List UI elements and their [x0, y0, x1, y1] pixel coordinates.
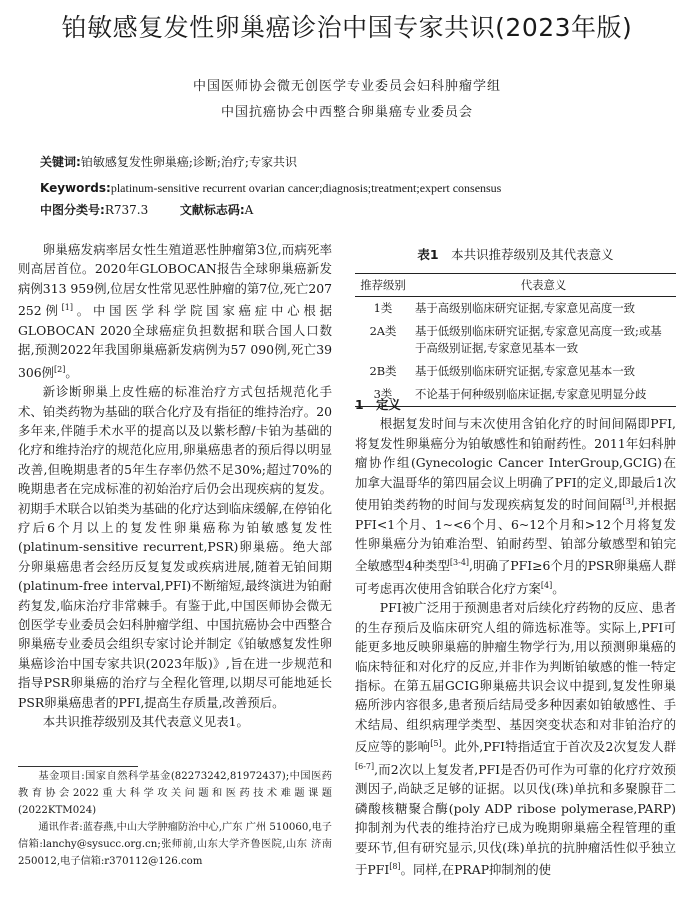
citation-ref: [8]	[389, 861, 401, 871]
keywords-en-text: platinum-sensitive recurrent ovarian cancer;diagnosis;treatment;expert consensus	[110, 181, 502, 195]
table-row	[355, 320, 676, 360]
footnotes	[18, 768, 332, 870]
clc-code: R737.3	[104, 203, 149, 217]
keywords-cn	[40, 153, 660, 171]
citation-ref: [5]	[430, 739, 442, 749]
paragraph: 本共识推荐级别及其代表意义见表1。	[42, 714, 249, 729]
table-header-meaning: 代表意义	[411, 274, 676, 297]
citation-ref: [1]	[61, 303, 73, 313]
paragraph: 卵巢癌发病率居女性生殖道恶性肿瘤第3位,而病死率则高居首位。2020年GLOBOCAN报告全球卵巢癌新发病例313 959例,位居女性常见恶性肿瘤的第7位,死亡207 252例[1]。中国医学科学院国家癌症中心根据GLOBOCAN 2020全球癌症负担数据和联合国人口数据,预测2022年我国卵巢癌新发病例为57 090例,死亡39 306例[2]。	[18, 242, 332, 380]
row-meaning: 基于高级别临床研究证据,专家意见高度一致	[415, 301, 636, 315]
table-caption-label: 表1	[417, 247, 439, 262]
paragraph: 新诊断卵巢上皮性癌的标准治疗方式包括规范化手术、铂类药物为基础的联合化疗及有指征的维持治疗。20多年来,伴随手术水平的提高以及以紫杉醇/卡铂为基础的化疗和维持治疗的规范化应用,卵巢癌患者的预后得以明显改善,但晚期患者的5年生存率仍然不足30%;超过70%的晚期患者在完成标准的初始治疗后仍会出现疾病的复发。初期手术联合以铂类为基础的化疗达到临床缓解,在停铂化疗后6个月以上的复发性卵巢癌称为铂敏感复发性(platinum-sensitive recurrent,PSR)卵巢癌。绝大部分卵巢癌患者会经历反复复发或疾病进展,随着无铂间期(platinum-free interval,PFI)不断缩短,最终演进为铂耐药复发,临床治疗非常棘手。有鉴于此,中国医师协会微无创医学专业委员会妇科肿瘤学组、中国抗癌协会中西整合卵巢癌专业委员会组织专家讨论并制定《铂敏感复发性卵巢癌诊治中国专家共识(2023年版)》,旨在进一步规范和指导PSR卵巢癌的治疗与全程化管理,以期尽可能地延长PSR卵巢癌患者的PFI,提高生存质量,改善预后。	[18, 384, 332, 710]
row-level: 2B类	[369, 364, 397, 378]
left-column	[18, 240, 332, 731]
keywords-en-label: Keywords:	[40, 181, 111, 195]
keywords-cn-label: 关键词:	[40, 155, 81, 169]
citation-ref: [3-4]	[449, 558, 470, 568]
citation-ref: [6-7]	[355, 761, 375, 771]
corresponding-author-footnote: 通讯作者:蓝春燕,中山大学肿瘤防治中心,广东 广州 510060,电子信箱:lanchy@sysucc.org.cn;张师前,山东大学齐鲁医院,山东 济南 250012,电子信箱:r370112@126.com	[18, 822, 332, 867]
table-row	[355, 297, 676, 321]
table-row	[355, 360, 676, 383]
classification-line	[40, 201, 660, 219]
table-caption-text: 本共识推荐级别及其代表意义	[451, 247, 614, 262]
row-level: 3类	[355, 383, 411, 407]
row-meaning: 基于低级别临床研究证据,专家意见基本一致	[415, 364, 636, 378]
table-header-level: 推荐级别	[355, 274, 411, 297]
doc-code: A	[244, 203, 254, 217]
row-meaning: 基于低级别临床研究证据,专家意见高度一致;或基于高级别证据,专家意见基本一致	[415, 324, 662, 355]
clc-label: 中图分类号:	[40, 203, 105, 217]
keywords-en	[40, 179, 660, 197]
table-caption	[355, 245, 676, 263]
recommendation-table	[355, 273, 676, 407]
paragraph: 根据复发时间与末次使用含铂化疗的时间间隔即PFI,将复发性卵巢癌分为铂敏感性和铂耐药性。2011年妇科肿瘤协作组(Gynecologic Cancer InterGroup,GCIG)在加拿大温哥华的第四届会议上明确了PFI的定义,即最后1次使用铂类药物的时间与发现疾病复发的时间间隔[3],并根据PFI<1个月、1~<6个月、6~12个月和>12个月将复发性卵巢癌分为铂难治型、铂耐药型、铂部分敏感型和铂完全敏感型4种类型[3-4],明确了PFI≥6个月的PSR卵巢癌人群可考虑再次使用含铂联合化疗方案[4]。	[355, 416, 677, 597]
footnote-divider	[18, 766, 138, 767]
section-heading: 1 定义	[355, 397, 401, 412]
citation-ref: [4]	[540, 580, 553, 590]
keywords-cn-text: 铂敏感复发性卵巢癌;诊断;治疗;专家共识	[80, 155, 297, 169]
page-title: 铂敏感复发性卵巢癌诊治中国专家共识(2023年版)	[61, 13, 633, 42]
author-org-2: 中国抗癌协会中西整合卵巢癌专业委员会	[220, 105, 473, 120]
paragraph: PFI被广泛用于预测患者对后续化疗药物的反应、患者的生存预后及临床研究人组的筛选标准等。实际上,PFI可能更多地反映卵巢癌的肿瘤生物学行为,用以预测卵巢癌的临床特征和对化疗的反应,并非作为判断铂敏感的惟一特定指标。在第五届GCIG卵巢癌共识会议中提到,复发性卵巢癌所涉内容很多,患者预后结局受多种因素如铂敏感性、手术结局、组织病理学类型、基因突变状态和对非铂治疗的反应等的影响[5]。此外,PFI特指适宜于首次及2次复发人群[6-7],而2次以上复发者,PFI是否仍可作为可靠的化疗疗效预测因子,尚缺乏足够的证据。以贝伐(珠)单抗和多聚腺苷二磷酸核糖聚合酶(poly ADP ribose polymerase,PARP)抑制剂为代表的维持治疗已成为晚期卵巢癌全程管理的重要环节,但有研究显示,贝伐(珠)单抗的抗肿瘤活性似乎独立于PFI[8]。同样,在PRAP抑制剂的使	[355, 600, 677, 878]
right-column	[355, 395, 676, 880]
row-level: 2A类	[369, 324, 397, 338]
funding-footnote: 基金项目:国家自然科学基金(82273242,81972437);中国医药教育协会2022重大科学攻关问题和医药技术难题课题(2022KTM024)	[18, 771, 332, 816]
doc-code-label: 文献标志码:	[179, 203, 245, 217]
author-org-1: 中国医师协会微无创医学专业委员会妇科肿瘤学组	[192, 79, 501, 94]
citation-ref: [2]	[54, 364, 66, 374]
row-level: 1类	[373, 301, 393, 315]
row-meaning: 不论基于何种级别临床证据,专家意见明显分歧	[411, 383, 676, 407]
citation-ref: [3]	[622, 497, 634, 507]
